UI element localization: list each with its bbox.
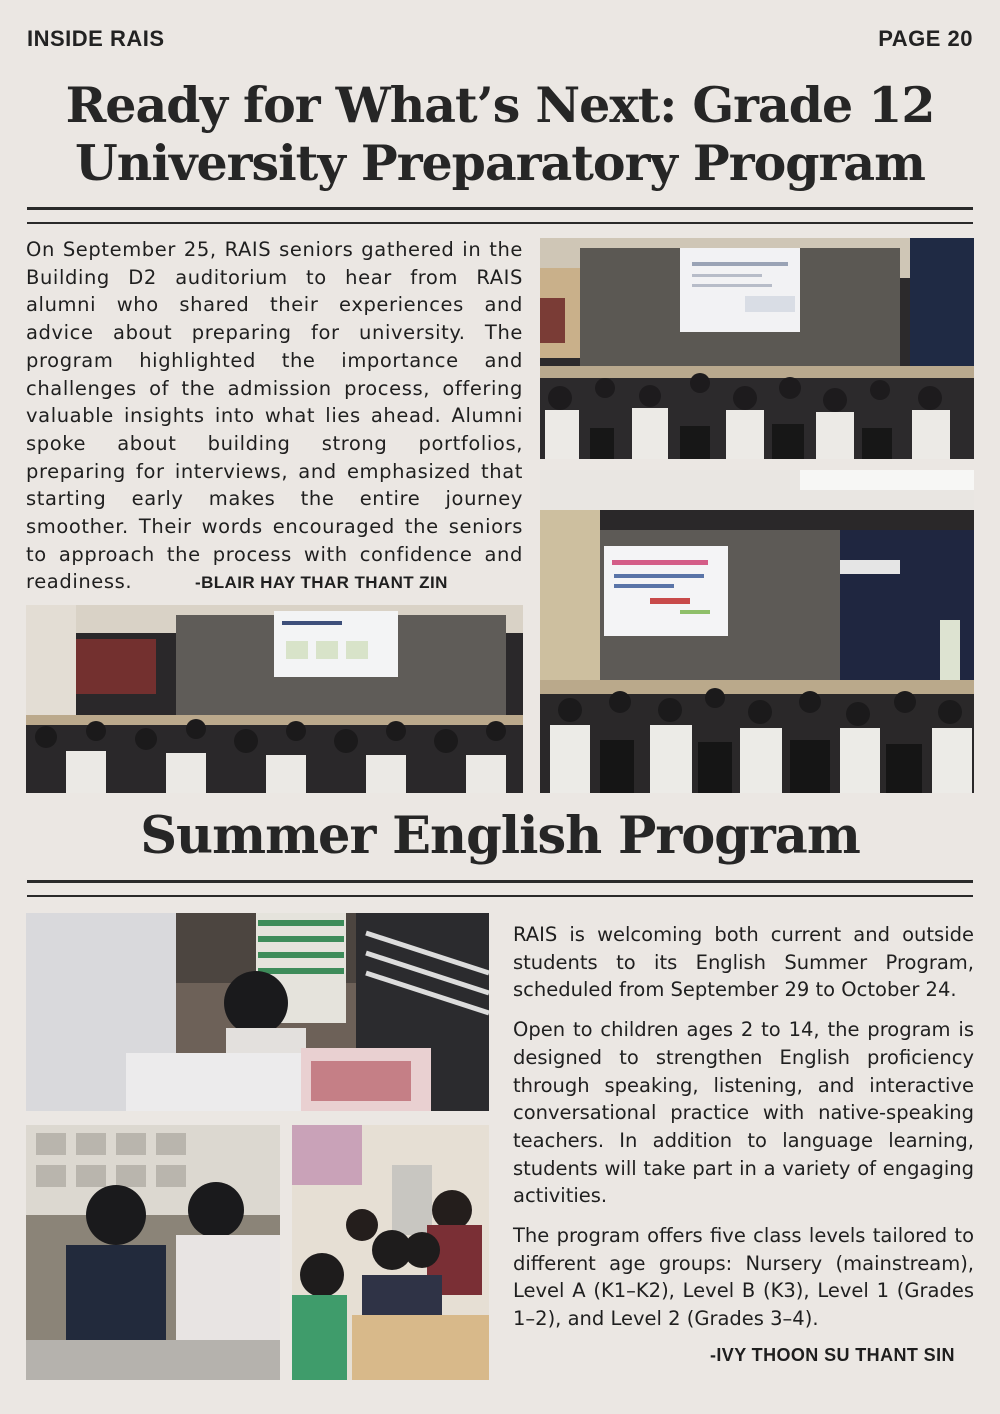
summer-program-title: Summer English Program [140,806,860,866]
summer-rule-thin [27,895,973,897]
page-number: PAGE 20 [878,26,973,51]
summer-rule-thick [27,880,973,883]
students-writing-photo [26,913,489,1111]
summer-byline: -IVY THOON SU THANT SIN [710,1345,955,1365]
article-byline: -BLAIR HAY THAR THANT ZIN [195,573,448,593]
title-rule-thick [27,207,973,210]
title-rule-thin [27,222,973,224]
summer-program-body [513,921,974,1345]
summer-paragraph-1: RAIS is welcoming both current and outside students to its English Summer Program, scheduled from September 29 to October 24. [513,923,974,1002]
article-title [0,76,1000,192]
article-title-line-2: University Preparatory Program [75,134,925,192]
classroom-children-photo [292,1125,489,1380]
auditorium-photo-1 [540,238,974,459]
summer-paragraph-2: Open to children ages 2 to 14, the program is designed to strengthen English proficiency through speaking, listening, and interactive conversational practice with native-speaking teachers. In addition to language learning, students will take part in a variety of engaging activities. [513,1018,974,1208]
section-label: INSIDE RAIS [27,26,165,51]
auditorium-photo-2 [540,470,974,793]
article-body [26,236,523,597]
article-body-text: On September 25, RAIS seniors gathered in the Building D2 auditorium to hear from RAIS alumni who shared their experiences and advice about preparing for university. The program highlighted the importance and challenges of the admission process, offering valuable insights into what lies ahead. Alumni spoke about building strong portfolios, preparing for interviews, and emphasized that starting early makes the entire journey smoother. Their words encouraged the seniors to approach the process with confidence and readiness. [26,238,523,594]
teacher-student-photo [26,1125,280,1380]
article-title-line-1: Ready for What’s Next: Grade 12 [65,76,935,134]
auditorium-photo-3 [26,605,523,793]
summer-paragraph-3: The program offers five class levels tailored to different age groups: Nursery (mainstream), Level A (K1–K2), Level B (K3), Level 1 (Grades 1–2), and Level 2 (Grades 3–4). [513,1224,974,1331]
